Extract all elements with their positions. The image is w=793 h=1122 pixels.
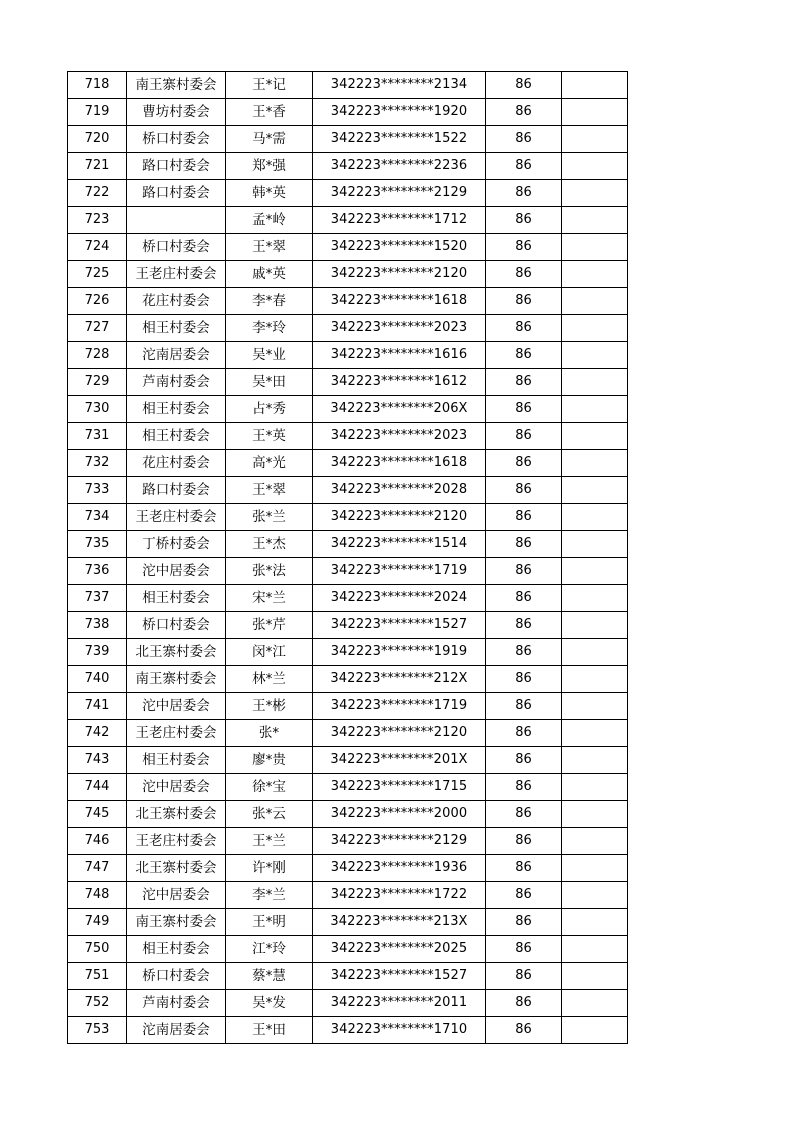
row-name: 吴*业	[226, 342, 313, 369]
row-unit: 桥口村委会	[127, 612, 226, 639]
row-number: 735	[68, 531, 127, 558]
row-score: 86	[486, 180, 562, 207]
row-score: 86	[486, 126, 562, 153]
row-unit: 芦南村委会	[127, 369, 226, 396]
row-unit: 花庄村委会	[127, 288, 226, 315]
table-row	[68, 342, 628, 369]
row-note	[562, 72, 628, 99]
row-note	[562, 207, 628, 234]
row-number: 745	[68, 801, 127, 828]
row-unit: 曹坊村委会	[127, 99, 226, 126]
row-name: 江*玲	[226, 936, 313, 963]
row-score: 86	[486, 720, 562, 747]
row-name: 李*春	[226, 288, 313, 315]
row-name: 郑*强	[226, 153, 313, 180]
row-unit: 丁桥村委会	[127, 531, 226, 558]
row-id-number: 342223********1527	[313, 963, 486, 990]
row-note	[562, 990, 628, 1017]
row-name: 徐*宝	[226, 774, 313, 801]
table-row	[68, 882, 628, 909]
row-unit	[127, 207, 226, 234]
row-score: 86	[486, 342, 562, 369]
row-number: 724	[68, 234, 127, 261]
row-id-number: 342223********1715	[313, 774, 486, 801]
row-name: 张*芹	[226, 612, 313, 639]
row-id-number: 342223********1612	[313, 369, 486, 396]
row-note	[562, 666, 628, 693]
row-id-number: 342223********1520	[313, 234, 486, 261]
table-row	[68, 801, 628, 828]
row-name: 王*杰	[226, 531, 313, 558]
row-id-number: 342223********2120	[313, 261, 486, 288]
table-row	[68, 207, 628, 234]
row-id-number: 342223********1712	[313, 207, 486, 234]
row-id-number: 342223********201X	[313, 747, 486, 774]
row-unit: 桥口村委会	[127, 963, 226, 990]
row-name: 林*兰	[226, 666, 313, 693]
row-note	[562, 342, 628, 369]
row-note	[562, 450, 628, 477]
row-number: 729	[68, 369, 127, 396]
row-name: 孟*岭	[226, 207, 313, 234]
row-number: 744	[68, 774, 127, 801]
table-row	[68, 558, 628, 585]
row-id-number: 342223********1719	[313, 693, 486, 720]
row-note	[562, 882, 628, 909]
table-row	[68, 396, 628, 423]
row-unit: 相王村委会	[127, 315, 226, 342]
row-note	[562, 693, 628, 720]
row-id-number: 342223********1527	[313, 612, 486, 639]
row-note	[562, 423, 628, 450]
row-score: 86	[486, 558, 562, 585]
row-note	[562, 315, 628, 342]
table-row	[68, 585, 628, 612]
row-score: 86	[486, 531, 562, 558]
table-row	[68, 1017, 628, 1044]
row-name: 许*刚	[226, 855, 313, 882]
row-number: 720	[68, 126, 127, 153]
table-row	[68, 639, 628, 666]
row-score: 86	[486, 261, 562, 288]
row-name: 王*翠	[226, 477, 313, 504]
row-name: 王*翠	[226, 234, 313, 261]
row-note	[562, 801, 628, 828]
row-note	[562, 909, 628, 936]
row-score: 86	[486, 207, 562, 234]
row-note	[562, 234, 628, 261]
row-unit: 路口村委会	[127, 153, 226, 180]
row-score: 86	[486, 828, 562, 855]
row-id-number: 342223********2024	[313, 585, 486, 612]
row-unit: 相王村委会	[127, 585, 226, 612]
row-name: 韩*英	[226, 180, 313, 207]
row-number: 721	[68, 153, 127, 180]
table-row	[68, 747, 628, 774]
row-name: 王*兰	[226, 828, 313, 855]
row-score: 86	[486, 747, 562, 774]
row-score: 86	[486, 450, 562, 477]
roster-table	[67, 71, 628, 1044]
row-note	[562, 1017, 628, 1044]
row-score: 86	[486, 666, 562, 693]
row-number: 748	[68, 882, 127, 909]
row-unit: 芦南村委会	[127, 990, 226, 1017]
row-note	[562, 531, 628, 558]
row-number: 730	[68, 396, 127, 423]
row-number: 727	[68, 315, 127, 342]
row-number: 738	[68, 612, 127, 639]
row-note	[562, 504, 628, 531]
row-unit: 花庄村委会	[127, 450, 226, 477]
row-id-number: 342223********2129	[313, 828, 486, 855]
row-name: 张*法	[226, 558, 313, 585]
row-unit: 王老庄村委会	[127, 504, 226, 531]
row-note	[562, 261, 628, 288]
row-name: 宋*兰	[226, 585, 313, 612]
row-id-number: 342223********206X	[313, 396, 486, 423]
table-row	[68, 126, 628, 153]
row-unit: 沱中居委会	[127, 774, 226, 801]
row-score: 86	[486, 234, 562, 261]
row-score: 86	[486, 963, 562, 990]
row-unit: 北王寨村委会	[127, 855, 226, 882]
row-score: 86	[486, 288, 562, 315]
row-number: 747	[68, 855, 127, 882]
row-number: 731	[68, 423, 127, 450]
row-id-number: 342223********2028	[313, 477, 486, 504]
row-note	[562, 774, 628, 801]
table-row	[68, 369, 628, 396]
row-name: 吴*发	[226, 990, 313, 1017]
row-id-number: 342223********2025	[313, 936, 486, 963]
row-note	[562, 396, 628, 423]
row-name: 王*明	[226, 909, 313, 936]
row-id-number: 342223********1710	[313, 1017, 486, 1044]
row-number: 734	[68, 504, 127, 531]
row-number: 739	[68, 639, 127, 666]
row-note	[562, 855, 628, 882]
row-score: 86	[486, 909, 562, 936]
row-name: 戚*英	[226, 261, 313, 288]
row-score: 86	[486, 315, 562, 342]
row-number: 751	[68, 963, 127, 990]
row-id-number: 342223********2011	[313, 990, 486, 1017]
row-name: 吴*田	[226, 369, 313, 396]
row-unit: 南王寨村委会	[127, 72, 226, 99]
row-id-number: 342223********1719	[313, 558, 486, 585]
table-row	[68, 909, 628, 936]
row-note	[562, 747, 628, 774]
table-row	[68, 99, 628, 126]
row-id-number: 342223********212X	[313, 666, 486, 693]
row-unit: 桥口村委会	[127, 234, 226, 261]
row-id-number: 342223********2120	[313, 504, 486, 531]
row-score: 86	[486, 639, 562, 666]
row-name: 占*秀	[226, 396, 313, 423]
row-id-number: 342223********2120	[313, 720, 486, 747]
row-note	[562, 585, 628, 612]
row-score: 86	[486, 693, 562, 720]
row-score: 86	[486, 153, 562, 180]
row-score: 86	[486, 990, 562, 1017]
row-number: 750	[68, 936, 127, 963]
row-id-number: 342223********1616	[313, 342, 486, 369]
row-unit: 相王村委会	[127, 423, 226, 450]
roster-table-body	[68, 72, 628, 1044]
row-number: 732	[68, 450, 127, 477]
row-name: 张*	[226, 720, 313, 747]
table-row	[68, 72, 628, 99]
row-name: 李*玲	[226, 315, 313, 342]
row-unit: 路口村委会	[127, 477, 226, 504]
row-note	[562, 963, 628, 990]
table-row	[68, 477, 628, 504]
row-number: 743	[68, 747, 127, 774]
row-name: 王*田	[226, 1017, 313, 1044]
row-unit: 沱南居委会	[127, 342, 226, 369]
row-name: 高*光	[226, 450, 313, 477]
row-id-number: 342223********2129	[313, 180, 486, 207]
row-note	[562, 180, 628, 207]
table-row	[68, 423, 628, 450]
row-number: 718	[68, 72, 127, 99]
row-note	[562, 639, 628, 666]
row-number: 728	[68, 342, 127, 369]
row-id-number: 342223********213X	[313, 909, 486, 936]
row-note	[562, 126, 628, 153]
table-row	[68, 666, 628, 693]
row-id-number: 342223********1514	[313, 531, 486, 558]
row-note	[562, 612, 628, 639]
row-note	[562, 720, 628, 747]
row-unit: 北王寨村委会	[127, 801, 226, 828]
table-row	[68, 828, 628, 855]
row-note	[562, 828, 628, 855]
table-row	[68, 504, 628, 531]
row-number: 726	[68, 288, 127, 315]
row-unit: 沱南居委会	[127, 1017, 226, 1044]
row-number: 722	[68, 180, 127, 207]
table-row	[68, 963, 628, 990]
row-score: 86	[486, 369, 562, 396]
row-id-number: 342223********1919	[313, 639, 486, 666]
row-id-number: 342223********1722	[313, 882, 486, 909]
row-number: 746	[68, 828, 127, 855]
row-name: 张*云	[226, 801, 313, 828]
row-id-number: 342223********1618	[313, 450, 486, 477]
row-score: 86	[486, 585, 562, 612]
row-name: 王*香	[226, 99, 313, 126]
row-note	[562, 153, 628, 180]
row-id-number: 342223********1920	[313, 99, 486, 126]
row-score: 86	[486, 612, 562, 639]
row-number: 741	[68, 693, 127, 720]
table-row	[68, 315, 628, 342]
table-row	[68, 261, 628, 288]
row-id-number: 342223********2023	[313, 315, 486, 342]
row-unit: 南王寨村委会	[127, 666, 226, 693]
row-number: 740	[68, 666, 127, 693]
row-id-number: 342223********1522	[313, 126, 486, 153]
table-row	[68, 234, 628, 261]
row-unit: 相王村委会	[127, 936, 226, 963]
row-unit: 王老庄村委会	[127, 828, 226, 855]
row-unit: 沱中居委会	[127, 558, 226, 585]
table-row	[68, 450, 628, 477]
row-note	[562, 369, 628, 396]
table-row	[68, 288, 628, 315]
row-name: 廖*贵	[226, 747, 313, 774]
row-score: 86	[486, 1017, 562, 1044]
row-unit: 沱中居委会	[127, 693, 226, 720]
row-note	[562, 936, 628, 963]
row-number: 736	[68, 558, 127, 585]
row-number: 742	[68, 720, 127, 747]
row-number: 725	[68, 261, 127, 288]
row-id-number: 342223********2134	[313, 72, 486, 99]
row-id-number: 342223********2023	[313, 423, 486, 450]
row-name: 王*英	[226, 423, 313, 450]
table-row	[68, 990, 628, 1017]
row-unit: 王老庄村委会	[127, 261, 226, 288]
row-name: 王*彬	[226, 693, 313, 720]
row-number: 737	[68, 585, 127, 612]
row-score: 86	[486, 396, 562, 423]
row-unit: 南王寨村委会	[127, 909, 226, 936]
row-score: 86	[486, 774, 562, 801]
table-row	[68, 153, 628, 180]
table-row	[68, 531, 628, 558]
row-number: 733	[68, 477, 127, 504]
row-number: 753	[68, 1017, 127, 1044]
table-row	[68, 612, 628, 639]
row-name: 李*兰	[226, 882, 313, 909]
row-number: 749	[68, 909, 127, 936]
row-name: 张*兰	[226, 504, 313, 531]
table-row	[68, 180, 628, 207]
row-name: 闵*江	[226, 639, 313, 666]
table-row	[68, 693, 628, 720]
row-name: 马*需	[226, 126, 313, 153]
row-note	[562, 99, 628, 126]
row-id-number: 342223********2236	[313, 153, 486, 180]
row-note	[562, 558, 628, 585]
row-score: 86	[486, 477, 562, 504]
row-score: 86	[486, 99, 562, 126]
row-note	[562, 477, 628, 504]
row-unit: 路口村委会	[127, 180, 226, 207]
row-score: 86	[486, 72, 562, 99]
row-unit: 沱中居委会	[127, 882, 226, 909]
row-name: 蔡*慧	[226, 963, 313, 990]
row-unit: 王老庄村委会	[127, 720, 226, 747]
row-unit: 相王村委会	[127, 396, 226, 423]
row-number: 752	[68, 990, 127, 1017]
row-unit: 北王寨村委会	[127, 639, 226, 666]
row-score: 86	[486, 882, 562, 909]
row-unit: 相王村委会	[127, 747, 226, 774]
row-score: 86	[486, 504, 562, 531]
row-id-number: 342223********1618	[313, 288, 486, 315]
row-id-number: 342223********2000	[313, 801, 486, 828]
row-id-number: 342223********1936	[313, 855, 486, 882]
table-row	[68, 855, 628, 882]
row-number: 719	[68, 99, 127, 126]
row-score: 86	[486, 801, 562, 828]
row-unit: 桥口村委会	[127, 126, 226, 153]
table-row	[68, 720, 628, 747]
row-score: 86	[486, 936, 562, 963]
row-name: 王*记	[226, 72, 313, 99]
row-score: 86	[486, 423, 562, 450]
row-number: 723	[68, 207, 127, 234]
table-row	[68, 936, 628, 963]
row-note	[562, 288, 628, 315]
table-row	[68, 774, 628, 801]
row-score: 86	[486, 855, 562, 882]
